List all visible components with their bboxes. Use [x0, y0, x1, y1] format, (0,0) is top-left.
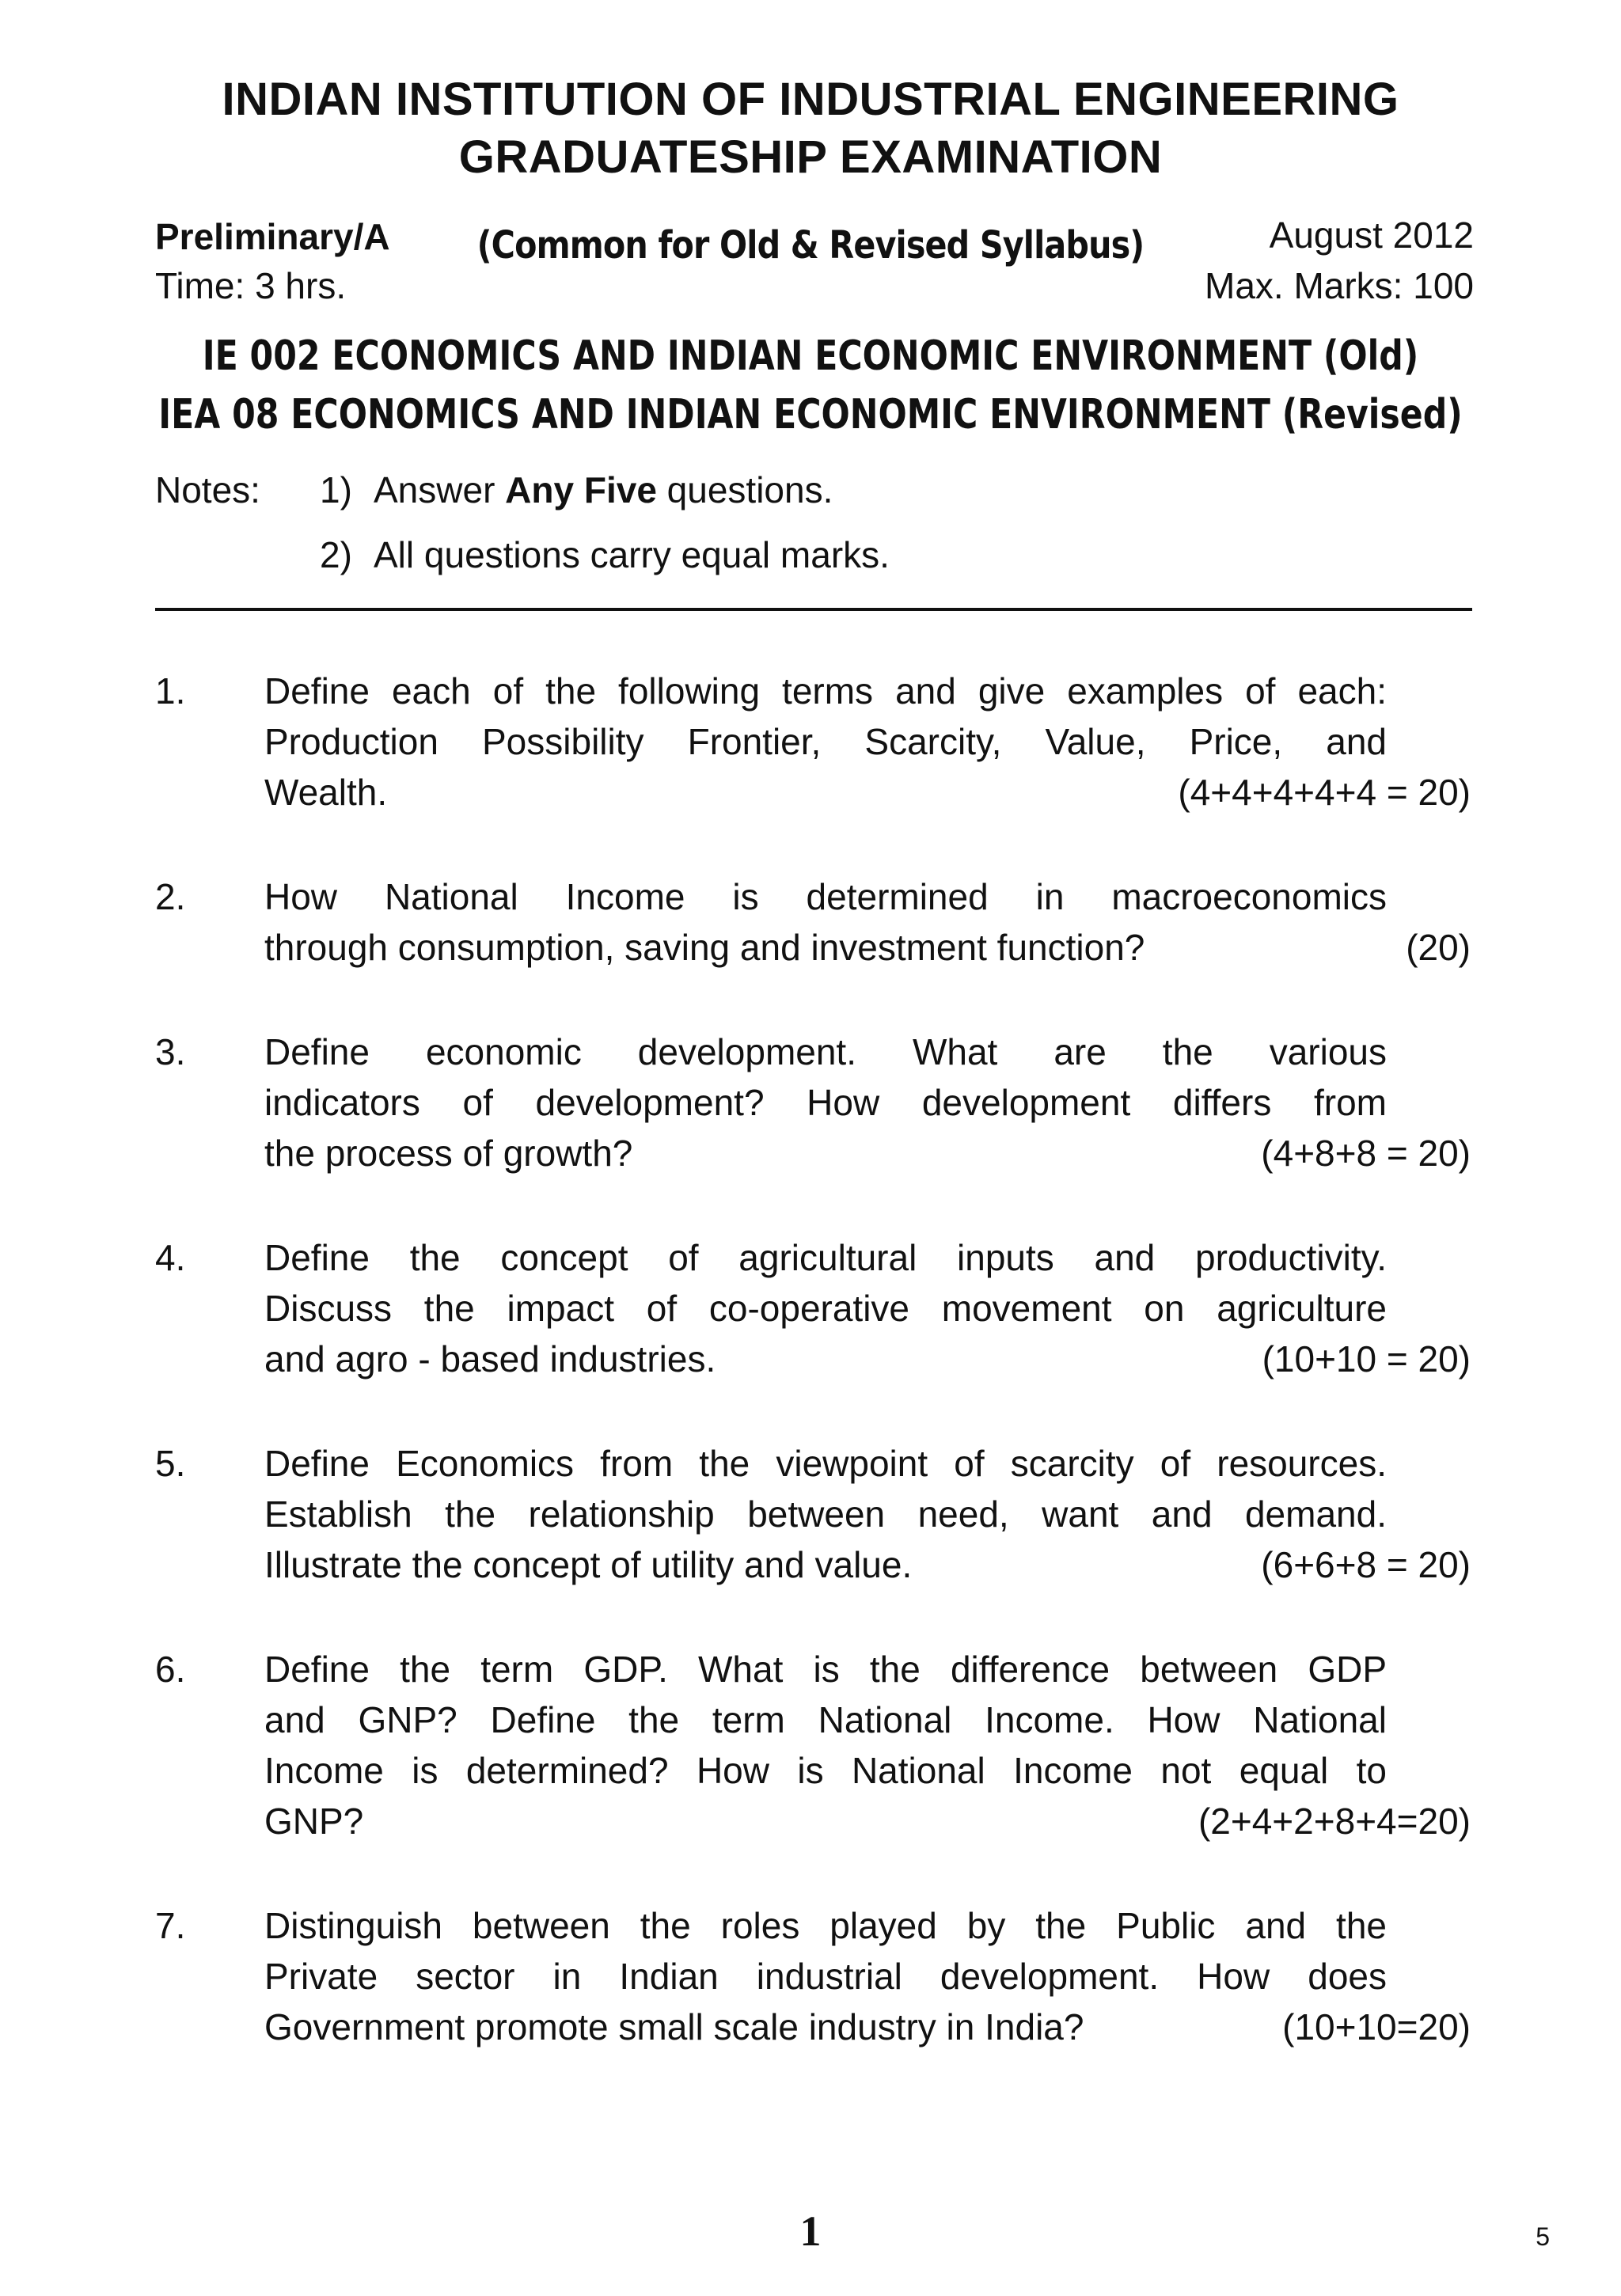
question-text-line: Production Possibility Frontier, Scarcity, Value, Price, and: [264, 721, 1387, 762]
question-marks: (6+6+8 = 20): [1261, 1544, 1471, 1585]
question-text-line: Define economic development. What are the various: [264, 1031, 1387, 1072]
institute-name: INDIAN INSTITUTION OF INDUSTRIAL ENGINEERING: [222, 74, 1399, 125]
question-text-line: and agro - based industries.: [264, 1338, 716, 1379]
question-number: 2.: [155, 876, 186, 917]
question-text-line: the process of growth?: [264, 1133, 633, 1174]
note-emphasis: Any Five: [505, 469, 657, 510]
question-marks: (4+8+8 = 20): [1261, 1133, 1471, 1174]
question-text-line: Distinguish between the roles played by the Public and the: [264, 1905, 1387, 1946]
question-text-line: How National Income is determined in macroeconomics: [264, 876, 1387, 917]
question-text-line: Illustrate the concept of utility and value.: [264, 1544, 913, 1585]
paper-tag: (Old): [1323, 332, 1419, 380]
paper-code-title: IEA 08 ECONOMICS AND INDIAN ECONOMIC ENVIRONMENT: [158, 391, 1270, 438]
question-text-line: Income is determined? How is National Income not equal to: [264, 1750, 1387, 1791]
page-number: 1: [799, 2207, 822, 2255]
paper-tag: (Revised): [1281, 391, 1463, 438]
question-number: 4.: [155, 1237, 186, 1278]
question-text-line: and GNP? Define the term National Income. How National: [264, 1699, 1387, 1740]
max-marks: Max. Marks: 100: [1205, 265, 1474, 306]
paper-title-revised: [146, 391, 1475, 438]
question-text-line: GNP?: [264, 1801, 364, 1842]
question-marks: (10+10 = 20): [1262, 1338, 1471, 1379]
question-text-line: Establish the relationship between need, want and demand.: [264, 1493, 1387, 1535]
sheet-number: 5: [1536, 2222, 1550, 2251]
question-text-line: Wealth.: [264, 772, 388, 813]
paper-title-old: [146, 332, 1475, 380]
question-number: 7.: [155, 1905, 186, 1946]
syllabus-note: (Common for Old & Revised Syllabus): [476, 223, 1145, 268]
header-divider: [155, 608, 1472, 611]
question-marks: (10+10=20): [1282, 2006, 1471, 2047]
question-marks: (20): [1406, 927, 1471, 968]
question-text-line: Define the term GDP. What is the difference between GDP: [264, 1649, 1387, 1690]
exam-time: Time: 3 hrs.: [155, 265, 347, 306]
question-marks: (4+4+4+4+4 = 20): [1178, 772, 1471, 813]
question-text-line: Define the concept of agricultural inputs and productivity.: [264, 1237, 1387, 1278]
question-number: 3.: [155, 1031, 186, 1072]
question-marks: (2+4+2+8+4=20): [1198, 1801, 1471, 1842]
question-text-line: Government promote small scale industry in India?: [264, 2006, 1084, 2047]
exam-session: August 2012: [1269, 214, 1474, 256]
question-text-line: Private sector in Indian industrial development. How does: [264, 1956, 1387, 1997]
question-text-line: through consumption, saving and investment function?: [264, 927, 1145, 968]
note-text: questions.: [656, 469, 833, 510]
question-number: 6.: [155, 1649, 186, 1690]
exam-level: Preliminary/A: [155, 216, 390, 257]
note-item: [320, 533, 890, 576]
note-number: 2): [320, 534, 352, 575]
note-text: All questions carry equal marks.: [374, 534, 890, 575]
note-item: [320, 469, 833, 511]
question-text-line: Discuss the impact of co-operative movement on agriculture: [264, 1288, 1387, 1329]
question-text-line: Define each of the following terms and give examples of each:: [264, 670, 1387, 712]
note-number: 1): [320, 469, 352, 510]
question-text-line: indicators of development? How development differs from: [264, 1082, 1387, 1123]
question-text-line: Define Economics from the viewpoint of scarcity of resources.: [264, 1443, 1387, 1484]
note-text: Answer: [374, 469, 506, 510]
paper-code-title: IE 002 ECONOMICS AND INDIAN ECONOMIC ENVIRONMENT: [202, 332, 1312, 380]
question-number: 5.: [155, 1443, 186, 1484]
exam-title: GRADUATESHIP EXAMINATION: [458, 131, 1163, 183]
question-number: 1.: [155, 670, 186, 712]
notes-label: Notes:: [155, 469, 260, 510]
